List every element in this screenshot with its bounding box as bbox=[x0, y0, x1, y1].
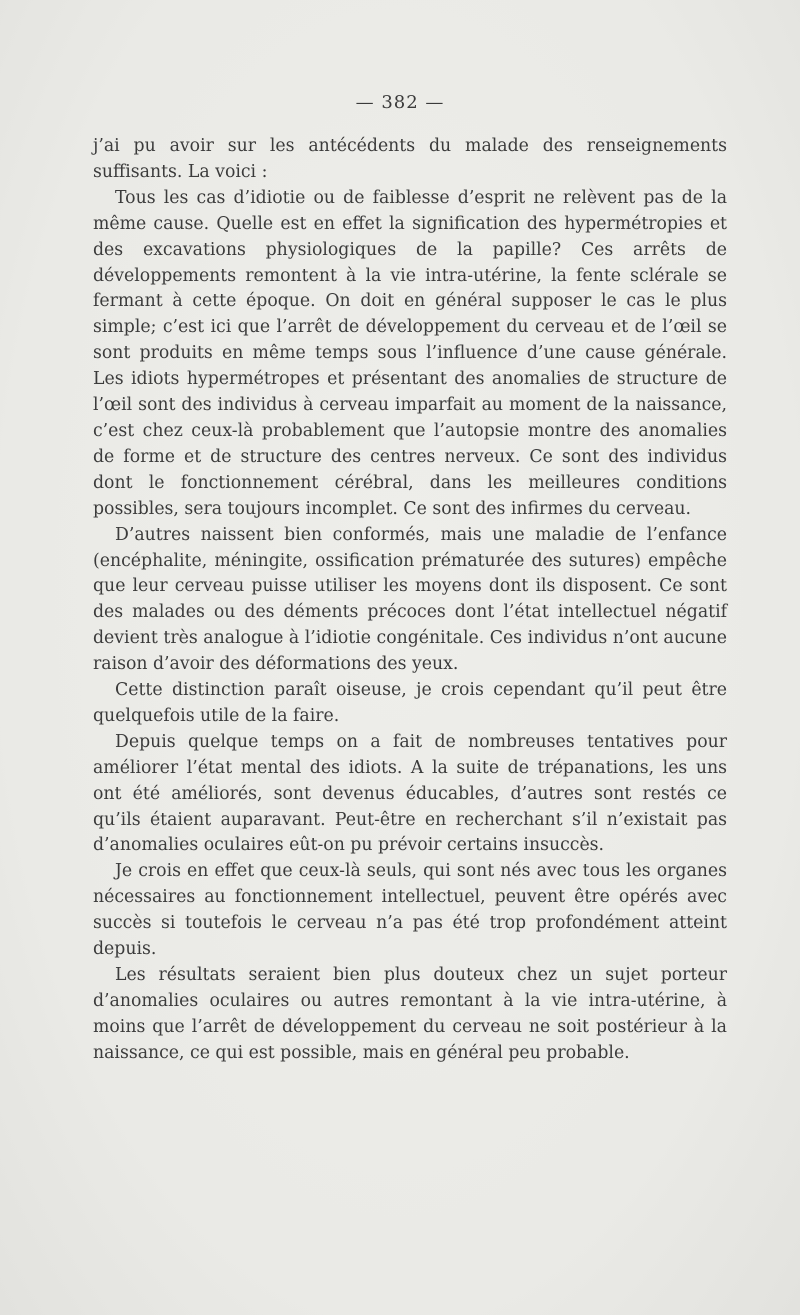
paragraph: D’autres naissent bien conformés, mais une maladie de l’enfance (encéphalite, méningite, ossification prématurée des sutures) empêche que leur cerveau puisse utiliser les moyens dont ils disposent. Ce sont des malades ou des déments précoces dont l’état intellectuel négatif devient très analogue à l’idiotie congénitale. Ces individus n’ont aucune raison d’avoir des déformations des yeux. bbox=[93, 524, 727, 675]
paragraph: Depuis quelque temps on a fait de nombreuses tentatives pour améliorer l’état mental des idiots. A la suite de trépanations, les uns ont été améliorés, sont devenus éducables, d’autres sont restés ce qu’ils étaient auparavant. Peut-être en recherchant s’il n’existait pas d’anomalies oculaires eût-on pu prévoir certains insuccès. bbox=[93, 731, 727, 856]
page-number: — 382 — bbox=[355, 92, 445, 113]
paragraph: Je crois en effet que ceux-là seuls, qui sont nés avec tous les organes nécessaires au fonctionnement intellectuel, peuvent être opérés avec succès si toutefois le cerveau n’a pas été trop profondément atteint depuis. bbox=[93, 861, 727, 960]
body-text bbox=[93, 134, 727, 1067]
paragraph: Les résultats seraient bien plus douteux chez un sujet porteur d’anomalies oculaires ou autres remontant à la vie intra-utérine, à moins que l’arrêt de développement du cerveau ne soit postérieur à la naissance, ce qui est possible, mais en général peu probable. bbox=[93, 965, 727, 1063]
paragraph: Tous les cas d’idiotie ou de faiblesse d’esprit ne relèvent pas de la même cause. Quelle est en effet la signification des hypermétropies et des excavations physiologiques de la papille? Ces arrêts de développements remontent à la vie intra-utérine, la fente sclérale se fermant à cette époque. On doit en général supposer le cas le plus simple; c’est ici que l’arrêt de développement du cerveau et de l’œil se sont produits en même temps sous l’influence d’une cause générale. Les idiots hypermétropes et présentant des anomalies de structure de l’œil sont des individus à cerveau imparfait au moment de la naissance, c’est chez ceux-là probablement que l’autopsie montre des anomalies de forme et de structure des centres nerveux. Ce sont des individus dont le fonctionnement cérébral, dans les meilleures conditions possibles, sera toujours incomplet. Ce sont des infirmes du cerveau. bbox=[93, 187, 727, 519]
paragraph: j’ai pu avoir sur les antécédents du malade des renseignements suffisants. La voici : bbox=[93, 136, 727, 182]
paragraph: Cette distinction paraît oiseuse, je crois cependant qu’il peut être quelquefois utile de la faire. bbox=[93, 680, 727, 726]
